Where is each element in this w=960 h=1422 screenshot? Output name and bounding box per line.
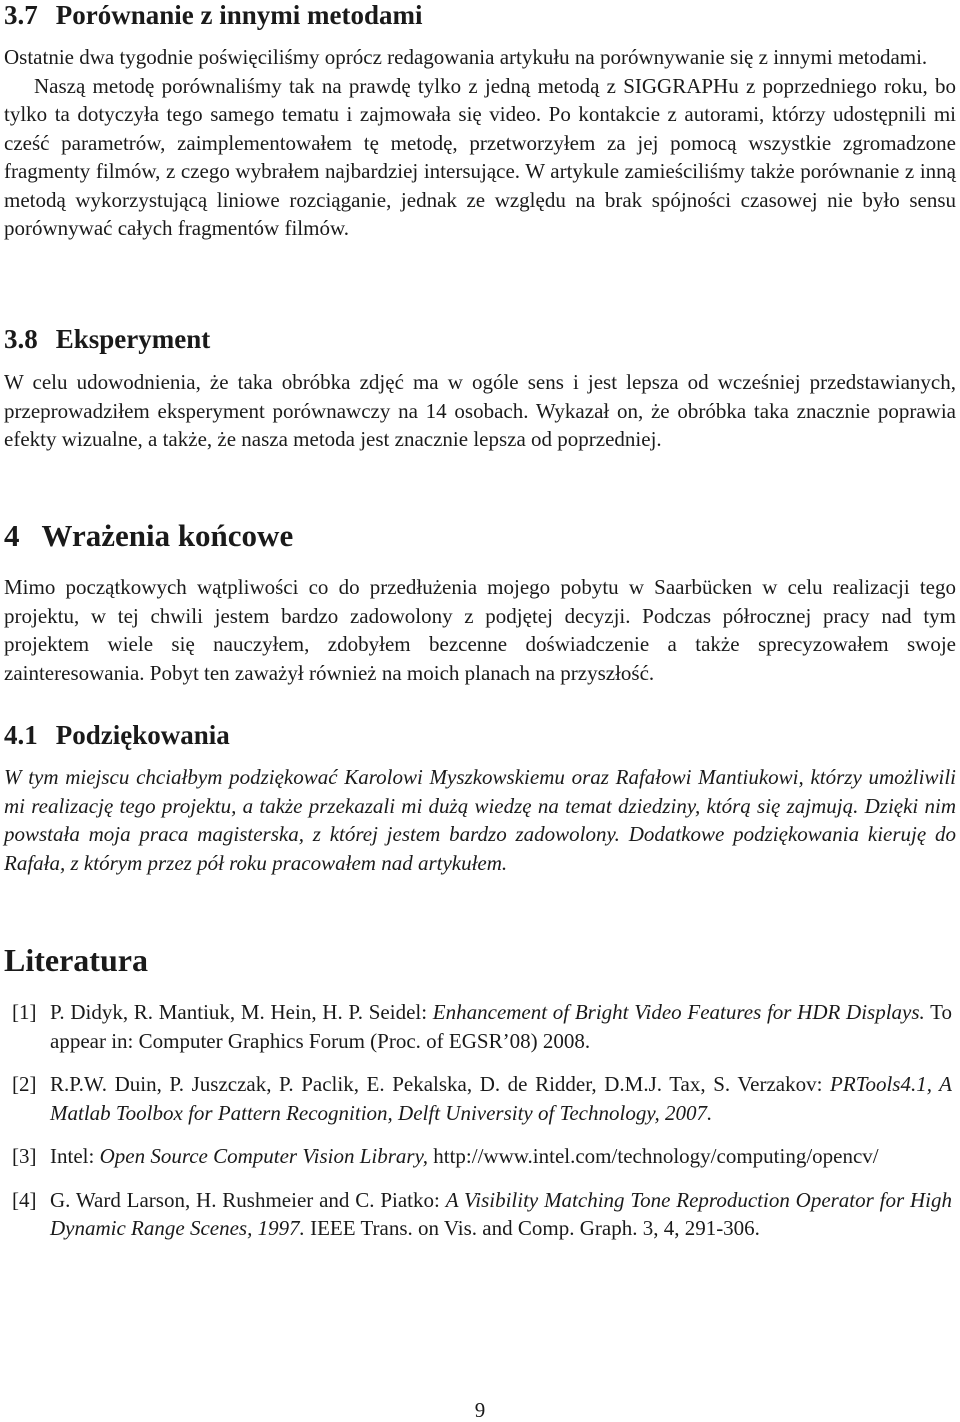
section-4-paragraph: Mimo początkowych wątpliwości co do przedłużenia mojego pobytu w Saarbücken w celu realizacji tego projektu, w tej chwili jestem bardzo zadowolony z podjętej decyzji. Podczas półrocznej pracy nad tym projektem wiele się nauczyłem, zdobyłem bezcenne doświadczenie a także sprecyzowałem swoje zainteresowania. Pobyt ten zaważył również na moich planach na przyszłość. [4, 575, 956, 685]
section-4-title: Wrażenia końcowe [41, 518, 294, 553]
section-3-8-body [4, 368, 956, 454]
reference-number: [1] [12, 1000, 37, 1024]
section-4-1-title: Podziękowania [55, 720, 230, 750]
page-number: 9 [474, 1398, 486, 1422]
reference-authors: Intel: [50, 1144, 100, 1168]
section-3-8-number: 3.8 [4, 324, 38, 354]
section-4-1 [4, 720, 956, 750]
reference-rest: To appear in: Computer Graphics Forum (Proc. of EGSR’08) 2008. [50, 1000, 953, 1053]
reference-title: Open Source Computer Vision Library, [99, 1144, 428, 1168]
references [4, 998, 956, 1258]
section-4-body [4, 573, 956, 687]
reference-number: [4] [12, 1187, 37, 1212]
reference-number: [3] [12, 1144, 37, 1168]
reference-authors: G. Ward Larson, H. Rushmeier and C. Piatko: [50, 1187, 446, 1212]
reference-2 [4, 1070, 956, 1127]
section-3-8-title: Eksperyment [55, 324, 211, 354]
section-3-7-title: Porównanie z innymi metodami [55, 0, 423, 30]
reference-text [50, 998, 956, 1055]
section-3-8-paragraph: W celu udowodnienia, że taka obróbka zdjęć ma w ogóle sens i jest lepsza od wcześniej przedstawianych, przeprowadziłem eksperyment porównawczy na 14 osobach. Wykazał on, że obróbka taka znacznie poprawia efekty wizualne, a także, że nasza metoda jest znacznie lepsza od poprzedniej. [4, 370, 956, 451]
section-3-8 [4, 324, 956, 354]
reference-title: PRTools4.1, A Matlab Toolbox for Pattern Recognition, Delft University of Technology, 2007. [50, 1072, 952, 1125]
section-3-7 [4, 0, 956, 30]
section-3-7-number: 3.7 [4, 0, 38, 30]
reference-1 [4, 998, 956, 1055]
section-3-7-body [4, 43, 956, 243]
section-4-1-number: 4.1 [4, 720, 38, 750]
reference-url[interactable]: http://www.intel.com/technology/computing/opencv/ [427, 1144, 879, 1168]
reference-text [50, 1070, 956, 1127]
section-4 [4, 519, 956, 553]
section-3-8-heading [4, 324, 956, 354]
reference-4 [4, 1186, 956, 1243]
reference-title: A Visibility Matching Tone Reproduction Operator for High Dynamic Range Scenes, 1997. [50, 1187, 952, 1240]
reference-text [50, 1186, 956, 1243]
section-4-heading [4, 519, 956, 553]
reference-text [50, 1142, 956, 1171]
reference-list [4, 998, 956, 1243]
reference-authors: P. Didyk, R. Mantiuk, M. Hein, H. P. Seidel: [50, 1000, 433, 1024]
literatura-section [4, 942, 956, 978]
section-4-1-body [4, 763, 956, 877]
reference-title: Enhancement of Bright Video Features for HDR Displays. [432, 1000, 925, 1024]
section-3-7-heading [4, 0, 956, 30]
section-4-1-heading [4, 720, 956, 750]
section-4-number: 4 [4, 518, 20, 553]
section-3-7-paragraph-2: Naszą metodę porównaliśmy tak na prawdę tylko z jedną metodą z SIGGRAPHu z poprzedniego roku, bo tylko ta dotyczyła tego samego tematu i zajmowała się video. Po kontakcie z autorami, którzy udostępnili mi cześć parametrów, zaimplementowałem tę metodę, przetworzyłem za jej pomocą wszystkie zgromadzone fragmenty filmów, z czego wybrałem najbardziej intersujące. W artykule zamieściliśmy także porównanie z inną metodą wykorzystującą liniowe rozciąganie, jednak ze względu na brak spójności czasowej nie było sensu porównywać całych fragmentów filmów. [4, 73, 956, 240]
acknowledgements-paragraph: W tym miejscu chciałbym podziękować Karolowi Myszkowskiemu oraz Rafałowi Mantiukowi, którzy umożliwili mi realizację tego projektu, a także przekazali mi dużą wiedzę na temat dziedziny, którą się zajmują. Dzięki nim powstała moja praca magisterska, z której jestem bardzo zadowolony. Dodatkowe podziękowania kieruję do Rafała, z którym przez pół roku pracowałem nad artykułem. [4, 765, 956, 875]
literatura-heading: Literatura [4, 942, 148, 978]
reference-rest: IEEE Trans. on Vis. and Comp. Graph. 3, 4, 291-306. [304, 1216, 760, 1240]
reference-authors: R.P.W. Duin, P. Juszczak, P. Paclik, E. Pekalska, D. de Ridder, D.M.J. Tax, S. Verzakov: [50, 1072, 831, 1096]
reference-3 [4, 1142, 956, 1171]
reference-number: [2] [12, 1072, 37, 1096]
section-3-7-paragraph-1: Ostatnie dwa tygodnie poświęciliśmy oprócz redagowania artykułu na porównywanie się z innymi metodami. [4, 45, 928, 69]
